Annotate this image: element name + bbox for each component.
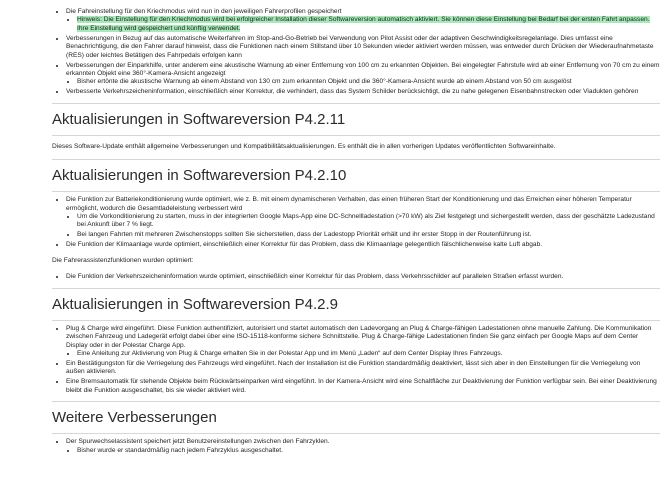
- list-item-text: Die Funktion der Klimaanlage wurde optimiert, einschließlich einer Korrektur für das Problem, dass die Klimaanlage gelegentlich fälschlicherweise kalte Luft abgab.: [66, 241, 543, 249]
- section-heading-p4211: Aktualisierungen in Softwareversion P4.2.11: [52, 104, 660, 136]
- more-list: [52, 438, 660, 455]
- list-item-text: Verbesserungen der Einparkhilfe, unter anderem eine akustische Warnung ab einer Entfernung von 100 cm zu erkannten Objekten. Bei eingelegter Fahrstufe wird ab einer Entfernung von 70 cm zu einem erkannten Objekt eine 360°-Kamera-Ansicht angezeigt: [66, 61, 660, 78]
- list-item-text: Plug & Charge wird eingeführt. Diese Funktion authentifiziert, autorisiert und startet automatisch den Ladevorgang an Plug & Charge-fähigen Ladestationen ohne manuelle Zahlung. Die Kommunikation zwischen Fahrzeug und Ladegerät erfolgt dabei über eine ISO-15118-konforme sichere Schnittstelle. Plug & Charge-fähige Ladestationen finden Sie ganz einfach per Google Maps auf dem Center Display oder in der Polestar Charge App.: [66, 324, 652, 349]
- list-item: [66, 438, 660, 455]
- list-item-text: Der Spurwechselassistent speichert jetzt Benutzereinstellungen zwischen den Fahrzyklen.: [66, 438, 330, 446]
- list-item-text: Verbesserte Verkehrszeicheninformation, einschließlich einer Korrektur, die verhindert, dass das System Schilder berücksichtigt, die zu nahe gelegenen Eisenbahnstrecken oder Viadukten gehören: [66, 88, 639, 96]
- list-item: [77, 231, 660, 239]
- p4210-list: [52, 196, 660, 250]
- section-heading-p429: Aktualisierungen in Softwareversion P4.2.9: [52, 289, 660, 321]
- list-item-text: Ein Bestätigungston für die Verriegelung des Fahrzeugs wird eingeführt. Nach der Installation ist die Funktion standardmäßig deaktiviert, lässt sich aber in den Einstellungen für die Verriegelung von außen aktivieren.: [66, 359, 641, 376]
- list-item-text: Bisher wurde er standardmäßig nach jedem Fahrzyklus ausgeschaltet.: [77, 446, 283, 454]
- list-item: [77, 78, 660, 86]
- list-item: [66, 241, 660, 249]
- list-item-text: Verbesserungen in Bezug auf das automatische Weiterfahren im Stop-and-Go-Betrieb bei Verwendung von Pilot Assist oder der adaptiven Geschwindigkeitsregelanlage. Dies umfasst eine Benachrichtigung, die den Fahrer darauf hinweist, dass die Funktionen nach einem Stillstand über 10 Sekunden wieder aktiviert werden müssen, was entweder durch Drücken der Wiederaufnahmetaste (RES) oder leichtes Betätigen des Fahrpedals erfolgen kann: [66, 34, 654, 59]
- list-item: [66, 35, 660, 60]
- list-item-text: Die Funktion der Verkehrszeicheninformation wurde optimiert, einschließlich einer Korrektur für das Problem, dass Verkehrsschilder auf parallelen Straßen erfasst wurden.: [66, 273, 564, 281]
- release-notes-document: [52, 8, 660, 457]
- section-heading-more: Weitere Verbesserungen: [52, 402, 660, 434]
- list-item: [66, 196, 660, 240]
- p4210-list-2: [52, 273, 660, 281]
- list-item: [66, 273, 660, 281]
- list-item: [66, 378, 660, 395]
- list-item-text: Eine Anleitung zur Aktivierung von Plug & Charge erhalten Sie in der Polestar App und im Menü „Laden“ auf dem Center Display Ihres Fahrzeugs.: [77, 349, 503, 357]
- list-item: [77, 350, 660, 358]
- list-item: [77, 213, 660, 230]
- list-item-text: Die Funktion zur Batteriekonditionierung wurde optimiert, wie z. B. mit einem dynamischeren Verhalten, das einen früheren Start der Konditionierung und das Erreichen einer höheren Temperatur ermöglicht, wodurch die Gesamtladeleistung verbessert wird: [66, 196, 632, 212]
- list-item: [77, 16, 660, 33]
- list-item: [66, 325, 660, 359]
- list-item: [66, 360, 660, 377]
- list-item-text: Die Fahreinstellung für den Kriechmodus wird nun in den jeweiligen Fahrerprofilen gespeichert: [66, 8, 342, 15]
- list-item: [66, 88, 660, 96]
- p429-list: [52, 325, 660, 395]
- list-item-text: Um die Vorkonditionierung zu starten, muss in der integrierten Google Maps-App eine DC-Schnellladestation (>70 kW) als Ziel festgelegt und sichergestellt werden, dass der geschätzte Ladezustand bei Ankunft über 7 % liegt.: [77, 213, 655, 229]
- paragraph: Dieses Software-Update enthält allgemeine Verbesserungen und Kompatibilitätsaktualisierungen. Es enthält die in allen vorherigen Updates veröffentlichten Softwareinhalte.: [52, 142, 556, 150]
- list-item: [66, 62, 660, 87]
- list-item-text: Bisher ertönte die akustische Warnung ab einem Abstand von 130 cm zum erkannten Objekt und die 360°-Kamera-Ansicht wurde ab einem Abstand von 50 cm ausgelöst: [77, 78, 572, 86]
- list-item: [66, 8, 660, 33]
- intro-list: [52, 8, 660, 97]
- highlighted-note: Hinweis: Die Einstellung für den Kriechmodus wird bei erfolgreicher Installation dieser Softwareversion automatisch aktiviert. Sie können diese Einstellung bei Bedarf bei der ersten Fahrt anpassen. Ihre Einstellung wird gespeichert und künftig verwendet.: [77, 16, 650, 32]
- list-item-text: Eine Bremsautomatik für stehende Objekte beim Rückwärtseinparken wird eingeführt. In der Kamera-Ansicht wird eine Schaltfläche zur Deaktivierung der Funktion verfügbar sein. Bei einer Deaktivierung bleibt die Funktion ausgeschaltet, bis sie wieder aktiviert wird.: [66, 378, 657, 394]
- list-item-text: Bei langen Fahrten mit mehreren Zwischenstopps sollten Sie sicherstellen, dass der Ladestopp Priorität erhält und ihr erster Stopp in der Routenführung ist.: [77, 231, 532, 239]
- list-item: [77, 447, 660, 455]
- section-heading-p4210: Aktualisierungen in Softwareversion P4.2.10: [52, 160, 660, 192]
- paragraph: Die Fahrerassistenzfunktionen wurden optimiert:: [52, 256, 194, 264]
